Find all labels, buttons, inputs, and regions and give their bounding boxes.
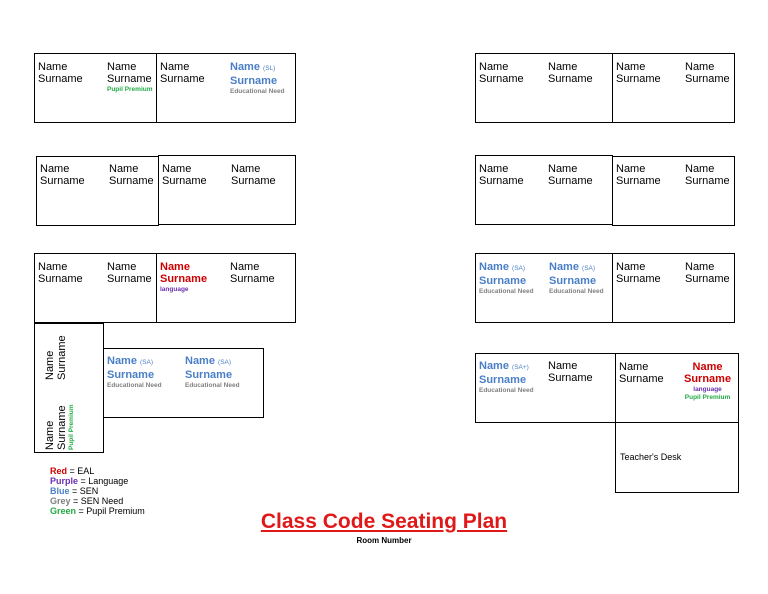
legend-desc: = Pupil Premium	[76, 506, 145, 516]
seat-student-sen	[230, 61, 285, 96]
student-surname: Surname	[230, 75, 278, 87]
pupil-premium-note: Pupil Premium	[107, 86, 153, 93]
seat-student	[109, 163, 154, 187]
student-name: Name	[44, 420, 56, 450]
student-surname: Surname	[56, 335, 68, 380]
seat-student	[685, 163, 730, 187]
student-surname: Surname	[549, 275, 597, 287]
seat-student	[616, 163, 661, 187]
student-name: Name	[479, 360, 509, 372]
seat-student	[685, 61, 730, 85]
student-surname: Surname	[107, 369, 155, 381]
educational-need-note: Educational Need	[479, 387, 534, 394]
room-number: Room Number	[356, 536, 412, 545]
student-name: Name	[160, 261, 190, 273]
student-surname: Surname	[548, 73, 593, 85]
student-surname: Surname	[548, 175, 593, 187]
seat-student	[230, 261, 275, 285]
sen-tag: (SA)	[140, 359, 154, 366]
language-note: language	[693, 386, 722, 393]
legend-key: Grey	[50, 496, 71, 506]
student-surname: Surname	[107, 273, 152, 285]
student-name: Name	[549, 261, 579, 273]
legend-key: Red	[50, 466, 68, 476]
seat-student-sen	[107, 355, 162, 390]
educational-need-note: Educational Need	[479, 288, 534, 295]
student-surname: Surname	[107, 73, 152, 85]
student-name: Name	[479, 61, 509, 73]
student-surname: Surname	[616, 175, 661, 187]
pupil-premium-note: Pupil Premium	[684, 394, 731, 401]
seat-student	[616, 61, 661, 85]
student-surname: Surname	[684, 373, 732, 385]
sen-tag: (SA+)	[512, 364, 529, 371]
student-name: Name	[692, 361, 723, 373]
student-surname: Surname	[231, 175, 276, 187]
student-surname: Surname	[40, 175, 85, 187]
seat-student	[548, 61, 593, 85]
student-name: Name	[548, 360, 578, 372]
student-surname: Surname	[109, 175, 154, 187]
legend-desc: = SEN	[69, 486, 99, 496]
student-surname: Surname	[616, 73, 661, 85]
student-name: Name	[38, 261, 68, 273]
seat-student	[619, 361, 664, 385]
student-surname: Surname	[685, 273, 730, 285]
educational-need-note: Educational Need	[549, 288, 604, 295]
student-name: Name	[44, 350, 56, 380]
legend-desc: = Language	[78, 476, 129, 486]
student-name: Name	[109, 163, 139, 175]
student-name: Name	[616, 261, 646, 273]
seat-student	[40, 163, 85, 187]
student-surname: Surname	[479, 374, 527, 386]
student-name: Name	[616, 61, 646, 73]
student-name: Name	[685, 261, 715, 273]
legend-key: Purple	[50, 476, 79, 486]
student-name: Name	[162, 163, 192, 175]
student-surname: Surname	[185, 369, 233, 381]
student-surname: Surname	[230, 273, 275, 285]
student-surname: Surname	[685, 175, 730, 187]
legend-item	[50, 496, 145, 506]
student-name: Name	[231, 163, 261, 175]
student-surname: Surname	[160, 273, 208, 285]
student-name: Name	[38, 61, 68, 73]
seat-student-eal	[684, 361, 731, 402]
student-name: Name	[616, 163, 646, 175]
seat-student	[162, 163, 207, 187]
student-surname: Surname	[616, 273, 661, 285]
student-name: Name	[230, 61, 260, 73]
sen-tag: (SA)	[582, 265, 596, 272]
seat-student-sen	[479, 360, 534, 395]
student-surname: Surname	[479, 73, 524, 85]
seat-student	[38, 61, 83, 85]
sen-tag: (SA)	[512, 265, 526, 272]
student-surname: Surname	[479, 175, 524, 187]
educational-need-note: Educational Need	[107, 382, 162, 389]
legend-key: Blue	[50, 486, 70, 496]
student-name: Name	[160, 61, 190, 73]
student-name: Name	[619, 361, 649, 373]
student-name: Name	[230, 261, 260, 273]
student-surname: Surname	[619, 373, 664, 385]
teacher-desk-label: Teacher's Desk	[620, 452, 682, 462]
student-surname: Surname	[38, 273, 83, 285]
legend-desc: = EAL	[67, 466, 95, 476]
page-title: Class Code Seating Plan	[260, 510, 508, 533]
seat-student	[160, 61, 205, 85]
educational-need-note: Educational Need	[230, 88, 285, 95]
student-surname: Surname	[160, 73, 205, 85]
legend-item	[50, 476, 145, 486]
seat-student-vertical	[44, 335, 68, 380]
legend-item	[50, 466, 145, 476]
seat-student-eal	[160, 261, 207, 294]
student-surname: Surname	[479, 275, 527, 287]
student-name: Name	[107, 61, 137, 73]
seat-student	[479, 61, 524, 85]
sen-tag: (SA)	[218, 359, 232, 366]
seat-student-sen	[479, 261, 534, 296]
seat-student	[479, 163, 524, 187]
student-name: Name	[685, 61, 715, 73]
seat-student-vertical	[44, 404, 76, 450]
seat-student-sen	[549, 261, 604, 296]
seat-student	[107, 61, 153, 94]
seat-student	[38, 261, 83, 285]
student-name: Name	[548, 163, 578, 175]
student-surname: Surname	[56, 405, 68, 450]
student-name: Name	[479, 261, 509, 273]
legend-key: Green	[50, 506, 77, 516]
sen-tag: (SL)	[263, 65, 276, 72]
legend-desc: = SEN Need	[70, 496, 124, 506]
seat-student	[107, 261, 152, 285]
student-surname: Surname	[548, 372, 593, 384]
student-name: Name	[185, 355, 215, 367]
seat-student	[685, 261, 730, 285]
student-surname: Surname	[685, 73, 730, 85]
legend-item	[50, 486, 145, 496]
seat-student	[548, 360, 593, 384]
seat-student	[231, 163, 276, 187]
color-legend	[50, 466, 145, 516]
pupil-premium-note: Pupil Premium	[68, 404, 75, 450]
student-name: Name	[548, 61, 578, 73]
seat-student-sen	[185, 355, 240, 390]
seat-student	[616, 261, 661, 285]
title-wrap	[0, 510, 768, 534]
language-note: language	[160, 286, 189, 293]
seat-student	[548, 163, 593, 187]
student-name: Name	[107, 261, 137, 273]
student-name: Name	[40, 163, 70, 175]
student-name: Name	[479, 163, 509, 175]
educational-need-note: Educational Need	[185, 382, 240, 389]
student-surname: Surname	[38, 73, 83, 85]
student-surname: Surname	[162, 175, 207, 187]
student-name: Name	[107, 355, 137, 367]
student-name: Name	[685, 163, 715, 175]
